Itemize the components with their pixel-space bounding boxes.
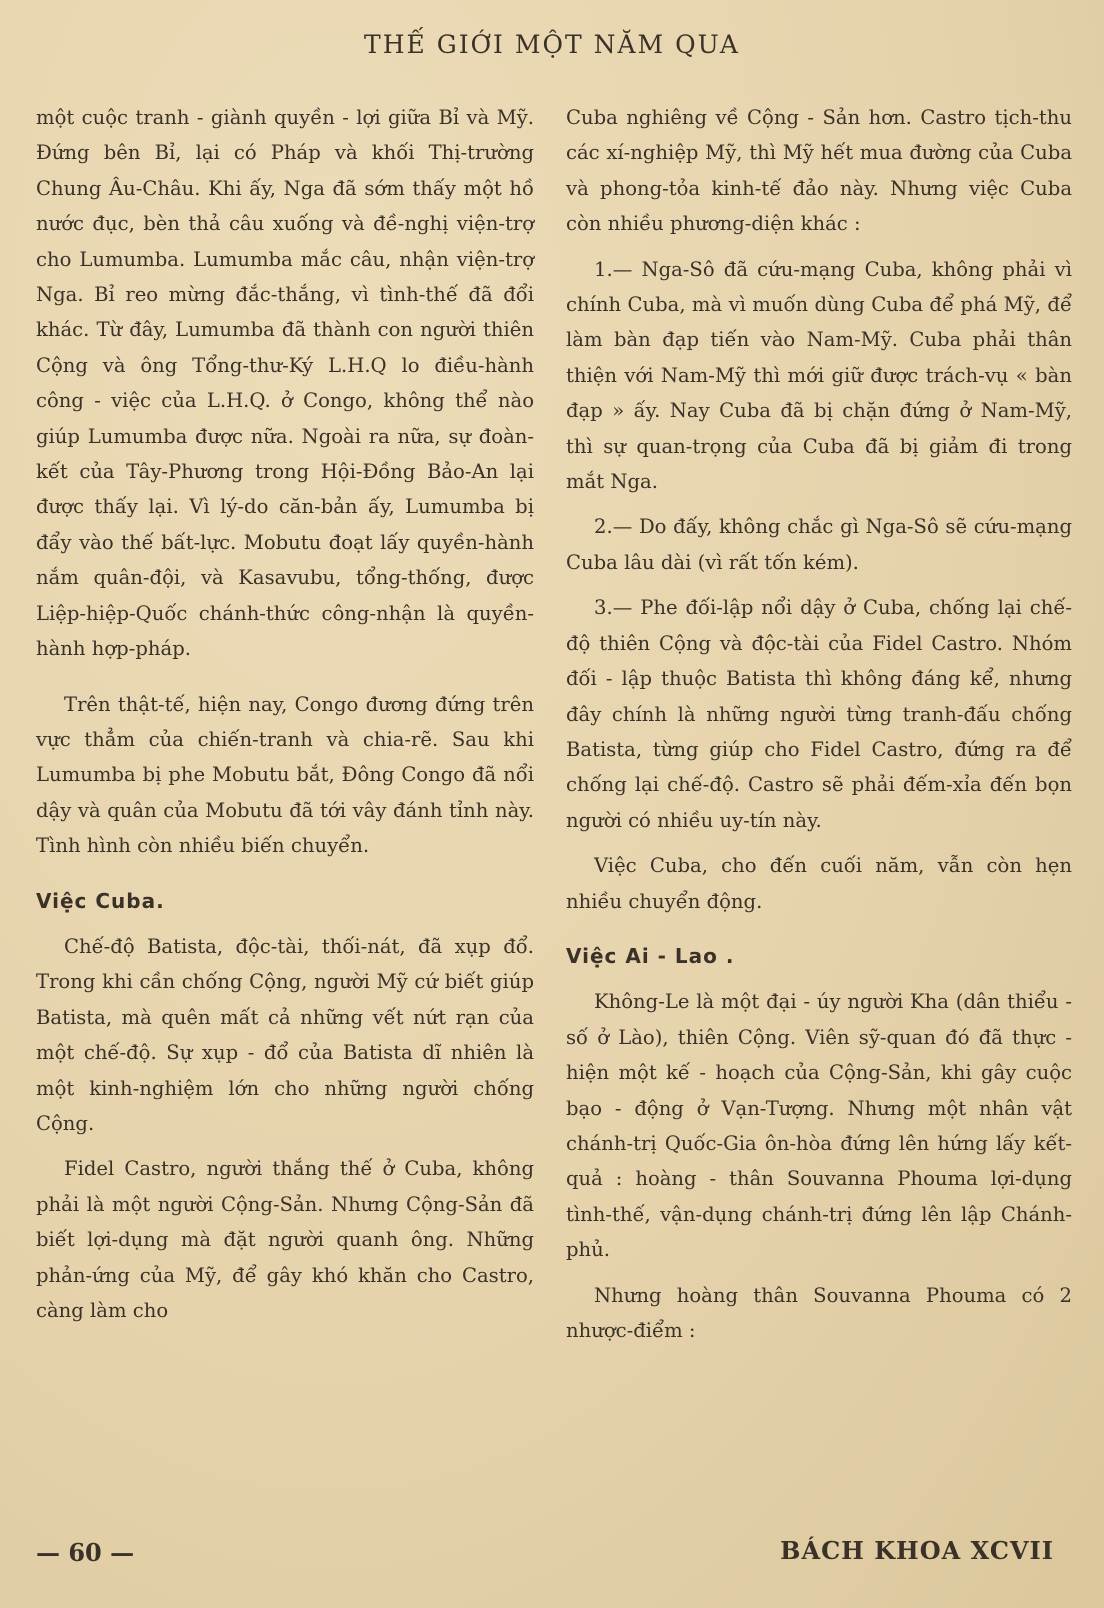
paragraph: một cuộc tranh - giành quyền - lợi giữa Bỉ và Mỹ. Đứng bên Bỉ, lại có Pháp và khối Thị-trường Chung Âu-Châu. Khi ấy, Nga đã sớm thấy một hồ nước đục, bèn thả câu xuống và đề-nghị viện-trợ cho Lumumba. Lumumba mắc câu, nhận viện-trợ Nga. Bỉ reo mừng đắc-thắng, vì tình-thế đã đổi khác. Từ đây, Lumumba đã thành con người thiên Cộng và ông Tổng-thư-Ký L.H.Q lo điều-hành công - việc của L.H.Q. ở Congo, không thể nào giúp Lumumba được nữa. Ngoài ra nữa, sự đoàn-kết của Tây-Phương trong Hội-Đồng Bảo-An lại được thấy lại. Vì lý-do căn-bản ấy, Lumumba bị đẩy vào thế bất-lực. Mobutu đoạt lấy quyền-hành nắm quân-đội, và Kasavubu, tổng-thống, được Liệp-hiệp-Quốc chánh-thức công-nhận là quyền-hành hợp-pháp. bbox=[36, 106, 534, 661]
section-heading-cuba: Việc Cuba. bbox=[36, 888, 165, 913]
paragraph: Trên thật-tế, hiện nay, Congo đương đứng trên vực thẳm của chiến-tranh và chia-rẽ. Sau khi Lumumba bị phe Mobutu bắt, Đông Congo đã nổi dậy và quân của Mobutu đã tới vây đánh tỉnh này. Tình hình còn nhiều biến chuyển. bbox=[36, 692, 534, 858]
paragraph: Nhưng hoàng thân Souvanna Phouma có 2 nhược-điểm : bbox=[566, 1283, 1072, 1342]
paragraph: 3.— Phe đối-lập nổi dậy ở Cuba, chống lại chế-độ thiên Cộng và độc-tài của Fidel Castro. Nhóm đối - lập thuộc Batista thì không đáng kể, nhưng đây chính là những người từng tranh-đấu chống Batista, từng giúp cho Fidel Castro, đứng ra để chống lại chế-độ. Castro sẽ phải đếm-xỉa đến bọn người có nhiều uy-tín này. bbox=[566, 596, 1072, 832]
paragraph: 1.— Nga-Sô đã cứu-mạng Cuba, không phải vì chính Cuba, mà vì muốn dùng Cuba để phá Mỹ, để làm bàn đạp tiến vào Nam-Mỹ. Cuba phải thân thiện với Nam-Mỹ thì mới giữ được trách-vụ « bàn đạp » ấy. Nay Cuba đã bị chặn đứng ở Nam-Mỹ, thì sự quan-trọng của Cuba đã bị giảm đi trong mắt Nga. bbox=[566, 257, 1072, 494]
paragraph: 2.— Do đấy, không chắc gì Nga-Sô sẽ cứu-mạng Cuba lâu dài (vì rất tốn kém). bbox=[566, 515, 1072, 574]
paragraph: Việc Cuba, cho đến cuối năm, vẫn còn hẹn nhiều chuyển động. bbox=[566, 854, 1072, 913]
paragraph: Không-Le là một đại - úy người Kha (dân thiểu - số ở Lào), thiên Cộng. Viên sỹ-quan đó đã thực - hiện một kế - hoạch của Cộng-Sản, khi gây cuộc bạo - động ở Vạn-Tượng. Nhưng một nhân vật chánh-trị Quốc-Gia ôn-hòa đứng lên hứng lấy kết-quả : hoàng - thân Souvanna Phouma lợi-dụng tình-thế, vận-dụng chánh-trị đứng lên lập Chánh-phủ. bbox=[566, 990, 1072, 1262]
running-title: THẾ GIỚI MỘT NĂM QUA bbox=[364, 30, 740, 59]
magazine-name: BÁCH KHOA XCVII bbox=[780, 1536, 1054, 1565]
section-heading-ai-lao: Việc Ai - Lao . bbox=[566, 943, 735, 968]
right-column bbox=[566, 100, 1072, 1348]
paragraph: Fidel Castro, người thắng thế ở Cuba, không phải là một người Cộng-Sản. Nhưng Cộng-Sản đã biết lợi-dụng mà đặt người quanh ông. Những phản-ứng của Mỹ, để gây khó khăn cho Castro, càng làm cho bbox=[36, 1157, 534, 1322]
page-number: — 60 — bbox=[36, 1538, 135, 1567]
paragraph: Chế-độ Batista, độc-tài, thối-nát, đã xụp đổ. Trong khi cần chống Cộng, người Mỹ cứ biết giúp Batista, mà quên mất cả những vết nứt rạn của một chế-độ. Sự xụp - đổ của Batista dĩ nhiên là một kinh-nghiệm lớn cho những người chống Cộng. bbox=[36, 934, 534, 1135]
paragraph: Cuba nghiêng về Cộng - Sản hơn. Castro tịch-thu các xí-nghiệp Mỹ, thì Mỹ hết mua đường của Cuba và phong-tỏa kinh-tế đảo này. Nhưng việc Cuba còn nhiều phương-diện khác : bbox=[566, 106, 1072, 236]
left-column bbox=[36, 100, 534, 1328]
